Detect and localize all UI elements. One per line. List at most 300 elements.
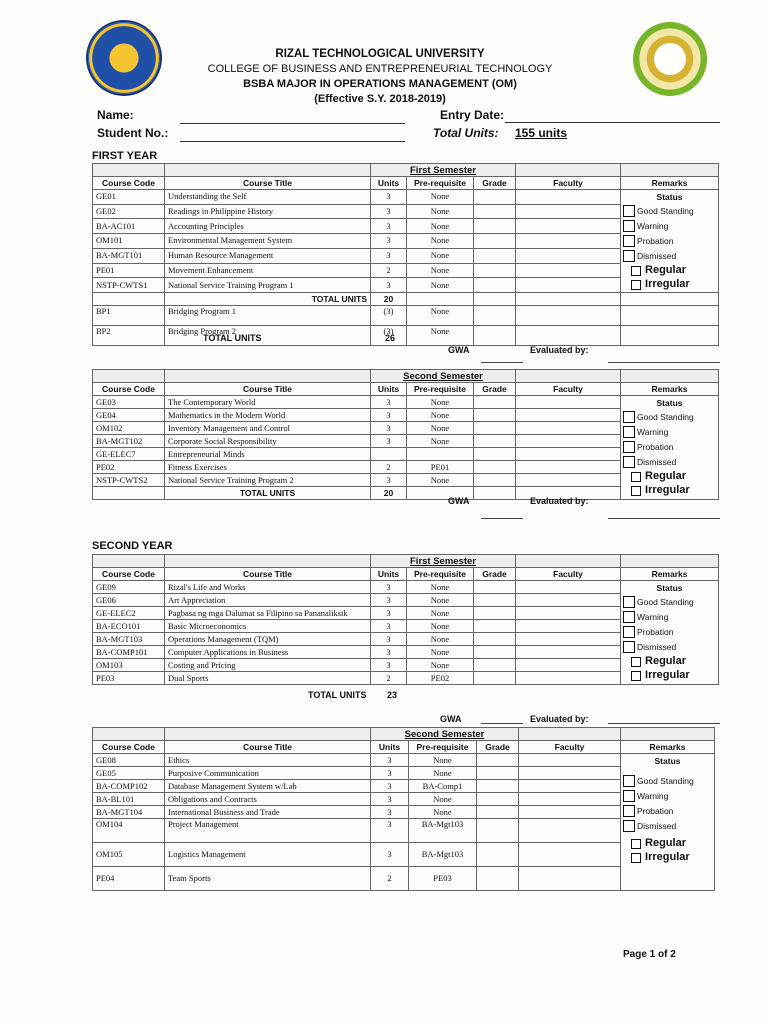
second-year-second-sem-table: [92, 727, 715, 891]
dismissed-checkbox[interactable]: [623, 641, 635, 653]
col-units: Units: [371, 383, 407, 396]
first-year-heading: FIRST YEAR: [92, 150, 158, 162]
col-prerequisite: Pre-requisite: [409, 741, 477, 754]
col-faculty: Faculty: [519, 741, 621, 754]
course-prereq: [407, 448, 474, 461]
course-title: Art Appreciation: [165, 594, 371, 607]
course-prereq: BA-Comp1: [409, 780, 477, 793]
grade-cell[interactable]: [474, 607, 516, 620]
grade-cell[interactable]: [474, 594, 516, 607]
course-units: (3): [371, 326, 407, 346]
course-title: Logistics Management: [165, 843, 371, 867]
course-prereq: None: [407, 620, 474, 633]
course-prereq: None: [407, 204, 474, 219]
grade-cell[interactable]: [474, 448, 516, 461]
cbet-seal-logo: [633, 22, 707, 96]
warning-checkbox[interactable]: [623, 790, 635, 802]
course-code: GE03: [93, 396, 165, 409]
course-title: Project Management: [165, 819, 371, 843]
status-label: Status: [656, 398, 683, 408]
col-course-code: Course Code: [93, 177, 165, 190]
grade-cell[interactable]: [474, 581, 516, 594]
course-units: 3: [371, 646, 407, 659]
course-prereq: None: [407, 607, 474, 620]
irregular-checkbox[interactable]: [631, 486, 641, 496]
regular-checkbox[interactable]: [631, 472, 641, 482]
course-code: GE01: [93, 190, 165, 205]
course-units: 3: [371, 581, 407, 594]
faculty-cell[interactable]: [516, 646, 621, 659]
probation-checkbox[interactable]: [623, 805, 635, 817]
faculty-cell[interactable]: [519, 867, 621, 891]
grade-cell[interactable]: [474, 306, 516, 326]
course-code: BA-COMP102: [93, 780, 165, 793]
course-code: BA-BL101: [93, 793, 165, 806]
course-title: Obligations and Contracts: [165, 793, 371, 806]
col-faculty: Faculty: [516, 383, 621, 396]
col-remarks: Remarks: [621, 383, 719, 396]
course-prereq: None: [407, 219, 474, 234]
course-title: Environmental Management System: [165, 234, 371, 249]
grade-cell[interactable]: [474, 234, 516, 249]
warning-label: Warning: [637, 790, 669, 801]
course-code: BP1: [93, 306, 165, 326]
good-standing-checkbox[interactable]: [623, 205, 635, 217]
grade-cell[interactable]: [477, 867, 519, 891]
total-units-label: Total Units:: [433, 126, 499, 140]
course-units: 3: [371, 435, 407, 448]
faculty-cell[interactable]: [516, 219, 621, 234]
student-no-label: Student No.:: [97, 126, 169, 140]
grade-cell[interactable]: [477, 780, 519, 793]
course-units: (3): [371, 306, 407, 326]
effective-year: (Effective S.Y. 2018-2019): [314, 93, 446, 105]
grade-cell[interactable]: [474, 633, 516, 646]
col-grade: Grade: [474, 383, 516, 396]
col-units: Units: [371, 177, 407, 190]
col-course-title: Course Title: [165, 177, 371, 190]
grade-cell[interactable]: [474, 219, 516, 234]
total-units-value: 23: [387, 690, 398, 700]
course-title: National Service Training Program 1: [165, 278, 371, 293]
grade-cell[interactable]: [474, 646, 516, 659]
irregular-checkbox[interactable]: [631, 671, 641, 681]
course-code: GE08: [93, 754, 165, 767]
warning-label: Warning: [637, 220, 669, 231]
status-label: Status: [656, 192, 683, 202]
course-code: GE05: [93, 767, 165, 780]
faculty-cell[interactable]: [516, 409, 621, 422]
course-code: PE04: [93, 867, 165, 891]
faculty-cell[interactable]: [519, 780, 621, 793]
course-code: BA-MGT102: [93, 435, 165, 448]
good-standing-checkbox[interactable]: [623, 596, 635, 608]
dismissed-checkbox[interactable]: [623, 250, 635, 262]
grade-cell[interactable]: [474, 435, 516, 448]
faculty-cell[interactable]: [516, 461, 621, 474]
semester-title: First Semester: [371, 555, 516, 568]
course-title: Bridging Program 1: [165, 306, 371, 326]
course-title: Bridging Program 2: [165, 326, 371, 346]
faculty-cell[interactable]: [516, 581, 621, 594]
evaluated-by-label: Evaluated by:: [530, 714, 589, 724]
grade-cell[interactable]: [474, 278, 516, 293]
course-code: OM101: [93, 234, 165, 249]
col-faculty: Faculty: [516, 177, 621, 190]
course-units: 3: [371, 204, 407, 219]
semester-title: First Semester: [371, 164, 516, 177]
faculty-cell[interactable]: [516, 448, 621, 461]
course-code: BP2: [93, 326, 165, 346]
grade-cell[interactable]: [474, 263, 516, 278]
course-prereq: None: [409, 806, 477, 819]
course-prereq: None: [407, 422, 474, 435]
course-prereq: None: [409, 754, 477, 767]
grade-cell[interactable]: [474, 204, 516, 219]
irregular-label: Irregular: [645, 851, 690, 863]
course-code: GE09: [93, 581, 165, 594]
grade-cell[interactable]: [474, 396, 516, 409]
evaluated-by-field[interactable]: [608, 362, 720, 363]
course-prereq: None: [407, 581, 474, 594]
course-units: 3: [371, 620, 407, 633]
col-units: Units: [371, 741, 409, 754]
course-code: PE02: [93, 461, 165, 474]
warning-checkbox[interactable]: [623, 611, 635, 623]
col-course-code: Course Code: [93, 383, 165, 396]
total-units-value: 155 units: [515, 126, 568, 140]
col-course-code: Course Code: [93, 568, 165, 581]
good-standing-label: Good Standing: [637, 596, 694, 607]
course-code: OM104: [93, 819, 165, 843]
grade-cell[interactable]: [477, 806, 519, 819]
course-title: Movement Enhancement: [165, 263, 371, 278]
faculty-cell[interactable]: [519, 806, 621, 819]
total-units-label: TOTAL UNITS: [165, 487, 371, 500]
course-title: National Service Training Program 2: [165, 474, 371, 487]
faculty-cell[interactable]: [519, 767, 621, 780]
course-code: BA-MGT103: [93, 633, 165, 646]
name-field[interactable]: [180, 123, 405, 124]
grade-cell[interactable]: [474, 248, 516, 263]
course-units: 3: [371, 422, 407, 435]
course-title: Rizal's Life and Works: [165, 581, 371, 594]
col-course-title: Course Title: [165, 741, 371, 754]
faculty-cell[interactable]: [516, 278, 621, 293]
dismissed-checkbox[interactable]: [623, 820, 635, 832]
dismissed-label: Dismissed: [637, 641, 677, 652]
col-remarks: Remarks: [621, 741, 715, 754]
course-code: OM105: [93, 843, 165, 867]
faculty-cell[interactable]: [516, 672, 621, 685]
course-prereq: None: [407, 646, 474, 659]
course-units: 2: [371, 672, 407, 685]
course-prereq: PE02: [407, 672, 474, 685]
grade-cell[interactable]: [474, 672, 516, 685]
course-prereq: None: [407, 409, 474, 422]
faculty-cell[interactable]: [516, 190, 621, 205]
faculty-cell[interactable]: [516, 474, 621, 487]
grade-cell[interactable]: [474, 326, 516, 346]
student-no-field[interactable]: [180, 141, 405, 142]
course-title: International Business and Trade: [165, 806, 371, 819]
regular-label: Regular: [645, 470, 686, 482]
course-title: Entrepreneurial Minds: [165, 448, 371, 461]
warning-checkbox[interactable]: [623, 220, 635, 232]
gwa-field[interactable]: [481, 518, 523, 519]
course-units: 2: [371, 461, 407, 474]
course-prereq: None: [407, 278, 474, 293]
good-standing-checkbox[interactable]: [623, 411, 635, 423]
grade-cell[interactable]: [477, 819, 519, 843]
course-units: 3: [371, 219, 407, 234]
course-units: 3: [371, 806, 409, 819]
probation-label: Probation: [637, 441, 674, 452]
course-code: BA-COMP101: [93, 646, 165, 659]
faculty-cell[interactable]: [516, 633, 621, 646]
col-remarks: Remarks: [621, 568, 719, 581]
grade-cell[interactable]: [474, 659, 516, 672]
course-title: Database Management System w/Lab: [165, 780, 371, 793]
course-title: Dual Sports: [165, 672, 371, 685]
course-code: BA-MGT104: [93, 806, 165, 819]
course-prereq: BA-Mgt103: [409, 819, 477, 843]
col-prerequisite: Pre-requisite: [407, 383, 474, 396]
faculty-cell[interactable]: [519, 843, 621, 867]
course-prereq: None: [407, 594, 474, 607]
table-row: [93, 581, 719, 594]
course-prereq: None: [407, 474, 474, 487]
faculty-cell[interactable]: [516, 306, 621, 326]
remarks-cell: [621, 754, 715, 891]
grade-cell[interactable]: [474, 474, 516, 487]
col-course-code: Course Code: [93, 741, 165, 754]
faculty-cell[interactable]: [516, 248, 621, 263]
course-title: Fitness Exercises: [165, 461, 371, 474]
first-year-second-sem-table: [92, 369, 719, 500]
faculty-cell[interactable]: [519, 754, 621, 767]
course-prereq: None: [407, 234, 474, 249]
probation-label: Probation: [637, 805, 674, 816]
good-standing-checkbox[interactable]: [623, 775, 635, 787]
faculty-cell[interactable]: [519, 819, 621, 843]
table-row: [93, 396, 719, 409]
course-prereq: None: [407, 306, 474, 326]
faculty-cell[interactable]: [516, 234, 621, 249]
grade-cell[interactable]: [477, 793, 519, 806]
regular-checkbox[interactable]: [631, 657, 641, 667]
dismissed-label: Dismissed: [637, 456, 677, 467]
warning-checkbox[interactable]: [623, 426, 635, 438]
table-row: [93, 306, 719, 326]
probation-checkbox[interactable]: [623, 626, 635, 638]
gwa-field[interactable]: [481, 723, 523, 724]
course-title: Inventory Management and Control: [165, 422, 371, 435]
col-prerequisite: Pre-requisite: [407, 177, 474, 190]
grade-cell[interactable]: [474, 461, 516, 474]
grade-cell[interactable]: [477, 754, 519, 767]
course-prereq: PE01: [407, 461, 474, 474]
course-title: Team Sports: [165, 867, 371, 891]
faculty-cell[interactable]: [516, 607, 621, 620]
table-row: [93, 754, 715, 767]
course-units: 3: [371, 190, 407, 205]
course-prereq: BA-Mgt103: [409, 843, 477, 867]
remarks-cell: [621, 190, 719, 293]
course-title: Computer Applications in Business: [165, 646, 371, 659]
grand-total-value: 26: [385, 333, 396, 343]
entry-date-field[interactable]: [505, 122, 720, 123]
evaluated-by-field[interactable]: [608, 518, 720, 519]
irregular-label: Irregular: [645, 484, 690, 496]
col-units: Units: [371, 568, 407, 581]
grade-cell[interactable]: [474, 409, 516, 422]
col-course-title: Course Title: [165, 568, 371, 581]
total-units-label: TOTAL UNITS: [165, 293, 371, 306]
grade-cell[interactable]: [477, 843, 519, 867]
course-units: 3: [371, 607, 407, 620]
course-code: PE03: [93, 672, 165, 685]
course-code: OM102: [93, 422, 165, 435]
faculty-cell[interactable]: [516, 204, 621, 219]
table-row: [93, 326, 719, 346]
grade-cell[interactable]: [474, 422, 516, 435]
course-prereq: None: [407, 190, 474, 205]
irregular-checkbox[interactable]: [631, 853, 641, 863]
grade-cell[interactable]: [474, 190, 516, 205]
gwa-field[interactable]: [481, 362, 523, 363]
course-code: BA-AC101: [93, 219, 165, 234]
course-units: 3: [371, 594, 407, 607]
course-code: PE01: [93, 263, 165, 278]
col-grade: Grade: [474, 177, 516, 190]
course-units: 3: [371, 633, 407, 646]
course-code: GE-ELEC2: [93, 607, 165, 620]
course-title: Accounting Principles: [165, 219, 371, 234]
faculty-cell[interactable]: [516, 263, 621, 278]
course-prereq: None: [407, 263, 474, 278]
evaluated-by-label: Evaluated by:: [530, 496, 589, 506]
grade-cell[interactable]: [474, 620, 516, 633]
faculty-cell[interactable]: [516, 435, 621, 448]
evaluated-by-field[interactable]: [608, 723, 720, 724]
gwa-label: GWA: [448, 345, 470, 355]
warning-label: Warning: [637, 426, 669, 437]
regular-label: Regular: [645, 264, 686, 276]
col-prerequisite: Pre-requisite: [407, 568, 474, 581]
grade-cell[interactable]: [477, 767, 519, 780]
course-code: GE04: [93, 409, 165, 422]
course-units: 3: [371, 248, 407, 263]
faculty-cell[interactable]: [516, 326, 621, 346]
col-grade: Grade: [477, 741, 519, 754]
dismissed-label: Dismissed: [637, 820, 677, 831]
course-units: 3: [371, 754, 409, 767]
faculty-cell[interactable]: [516, 659, 621, 672]
regular-label: Regular: [645, 655, 686, 667]
course-title: Basic Microeconomics: [165, 620, 371, 633]
faculty-cell[interactable]: [516, 620, 621, 633]
course-units: 3: [371, 793, 409, 806]
course-title: Human Resource Management: [165, 248, 371, 263]
regular-checkbox[interactable]: [631, 266, 641, 276]
remarks-cell: [621, 396, 719, 500]
irregular-checkbox[interactable]: [631, 280, 641, 290]
col-grade: Grade: [474, 568, 516, 581]
col-remarks: Remarks: [621, 177, 719, 190]
course-title: Ethics: [165, 754, 371, 767]
course-units: 3: [371, 780, 409, 793]
irregular-label: Irregular: [645, 278, 690, 290]
entry-date-label: Entry Date:: [440, 108, 505, 122]
course-prereq: None: [409, 793, 477, 806]
table-row: [93, 190, 719, 205]
course-code: GE-ELEC7: [93, 448, 165, 461]
gwa-label: GWA: [440, 714, 462, 724]
probation-label: Probation: [637, 235, 674, 246]
course-code: GE06: [93, 594, 165, 607]
subtotal-row: [93, 293, 719, 306]
irregular-label: Irregular: [645, 669, 690, 681]
faculty-cell[interactable]: [516, 594, 621, 607]
course-prereq: None: [407, 435, 474, 448]
course-units: 3: [371, 234, 407, 249]
course-units: 3: [371, 474, 407, 487]
faculty-cell[interactable]: [516, 396, 621, 409]
dismissed-checkbox[interactable]: [623, 456, 635, 468]
rtu-seal-logo: [88, 22, 160, 94]
semester-title: Second Semester: [371, 370, 516, 383]
course-units: 3: [371, 278, 407, 293]
status-label: Status: [656, 583, 683, 593]
course-units: 3: [371, 767, 409, 780]
regular-checkbox[interactable]: [631, 839, 641, 849]
course-code: NSTP-CWTS1: [93, 278, 165, 293]
total-units-value: 20: [371, 293, 407, 306]
gwa-label: GWA: [448, 496, 470, 506]
college-name: COLLEGE OF BUSINESS AND ENTREPRENEURIAL TECHNOLOGY: [207, 63, 553, 75]
col-course-title: Course Title: [165, 383, 371, 396]
faculty-cell[interactable]: [519, 793, 621, 806]
course-units: 3: [371, 396, 407, 409]
good-standing-label: Good Standing: [637, 205, 694, 216]
course-code: BA-MGT101: [93, 248, 165, 263]
good-standing-label: Good Standing: [637, 411, 694, 422]
probation-checkbox[interactable]: [623, 441, 635, 453]
course-prereq: None: [409, 767, 477, 780]
course-title: Corporate Social Responsibility: [165, 435, 371, 448]
faculty-cell[interactable]: [516, 422, 621, 435]
col-faculty: Faculty: [516, 568, 621, 581]
course-units: 3: [371, 819, 409, 843]
probation-checkbox[interactable]: [623, 235, 635, 247]
probation-label: Probation: [637, 626, 674, 637]
course-title: The Contemporary World: [165, 396, 371, 409]
semester-title: Second Semester: [371, 728, 519, 741]
course-units: 2: [371, 867, 409, 891]
course-prereq: None: [407, 659, 474, 672]
dismissed-label: Dismissed: [637, 250, 677, 261]
good-standing-label: Good Standing: [637, 775, 694, 786]
status-label: Status: [654, 756, 681, 766]
course-code: BA-ECO101: [93, 620, 165, 633]
course-units: 3: [371, 659, 407, 672]
regular-label: Regular: [645, 837, 686, 849]
university-name: RIZAL TECHNOLOGICAL UNIVERSITY: [275, 48, 485, 60]
course-prereq: None: [407, 396, 474, 409]
course-title: Understanding the Self: [165, 190, 371, 205]
first-year-first-sem-table: [92, 163, 719, 346]
